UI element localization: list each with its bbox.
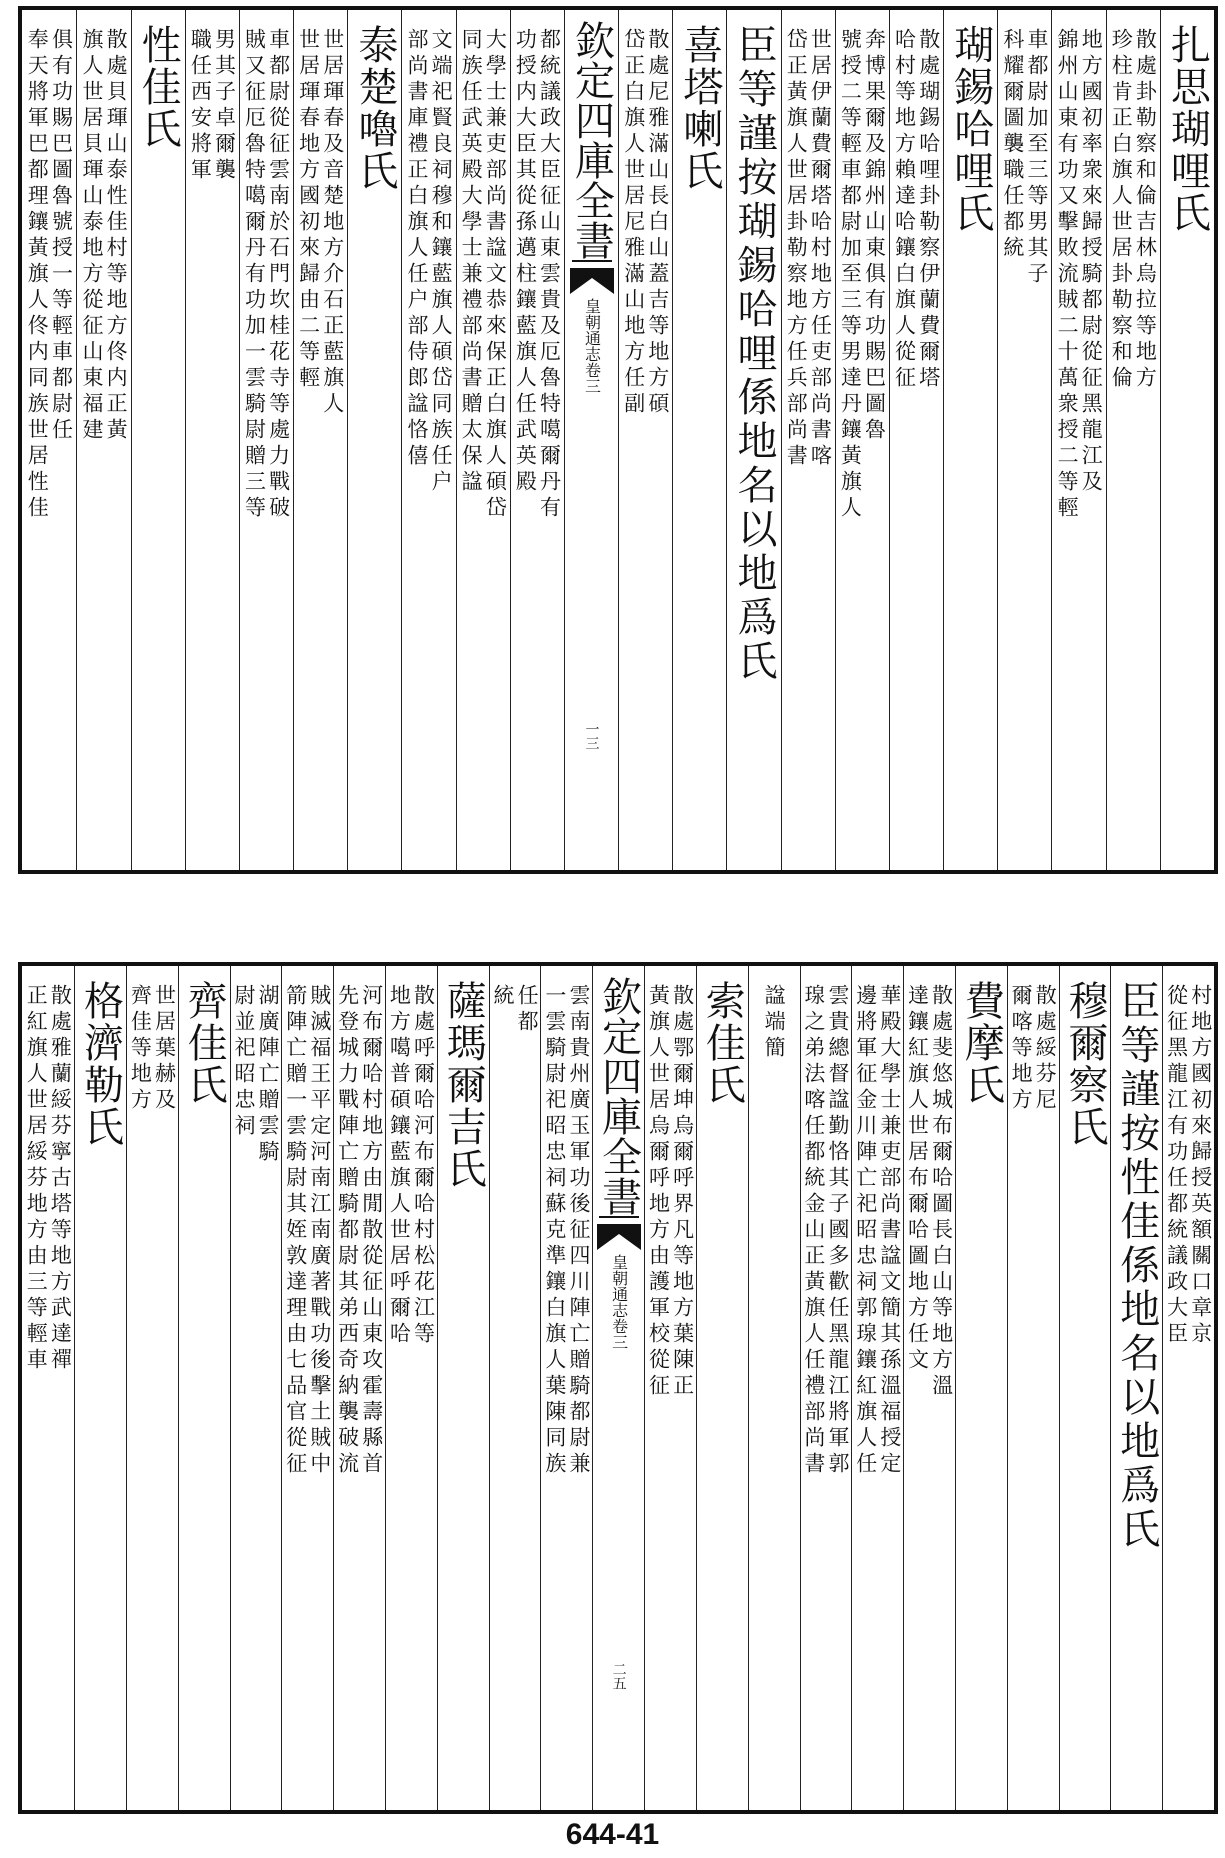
bottom-column (903, 966, 955, 1810)
bottom-columns (22, 966, 1214, 1810)
clan-heading: 齊佳氏 (181, 980, 228, 1106)
annotation-line: 散處呼爾哈河布爾哈村松花江等 (411, 984, 436, 1348)
annotation-line: 黃旗人世居烏爾呼地方由護軍校從征 (646, 984, 671, 1400)
bottom-column (1162, 966, 1214, 1810)
clan-heading: 穆爾察氏 (1061, 980, 1108, 1148)
top-column (401, 10, 455, 870)
annotation-pair (242, 10, 290, 870)
clan-heading: 格濟勒氏 (77, 980, 124, 1148)
top-column (889, 10, 943, 870)
annotation-pair (128, 966, 176, 1810)
annotation-line: 車都尉從征雲南於石門坎桂花寺等處力戰破 (266, 28, 291, 522)
bottom-page-frame (18, 962, 1218, 1814)
bottom-column (800, 966, 852, 1810)
annotation-line: 散處鄂爾坤烏爾呼界凡等地方葉陳正 (670, 984, 695, 1400)
annotation-line: 職任西安將軍 (188, 28, 213, 184)
bottom-column (748, 966, 800, 1810)
annotation-pair (892, 10, 940, 870)
clan-heading: 薩瑪爾吉氏 (440, 980, 487, 1190)
top-column (22, 10, 76, 870)
bottom-column (489, 966, 541, 1810)
annotation-line: 雲南貴州廣玉軍功後征四川陣亡贈騎都尉兼 (566, 984, 591, 1478)
annotation-line: 散處綏芬尼 (1033, 984, 1058, 1114)
annotation-line: 湖廣陣亡贈雲騎 (256, 984, 281, 1166)
top-page-frame (18, 6, 1218, 874)
annotation-line: 賊滅福王平定河南江南廣著戰功後擊土賊中 (307, 984, 332, 1478)
annotation-pair (387, 966, 435, 1810)
bottom-column (281, 966, 333, 1810)
bottom-column (1059, 966, 1111, 1810)
top-column (131, 10, 185, 870)
annotation-line: 世居琿春地方國初來歸由二等輕 (296, 28, 321, 392)
bottom-column (644, 966, 696, 1810)
annotation-line: 部尚書庫禮正白旗人任户部侍郎諡恪僖 (405, 28, 429, 470)
bottom-column (385, 966, 437, 1810)
annotation-line: 一雲騎尉祀昭忠祠蘇克準鑲白旗人葉陳同族 (542, 984, 567, 1478)
book-title: 欽定四庫全書 (572, 10, 612, 262)
annotation-line: 男其子卓爾襲 (212, 28, 237, 184)
annotation-pair (24, 966, 72, 1810)
top-column (564, 10, 618, 870)
clan-heading: 泰楚嚕氏 (351, 24, 398, 192)
bottom-column (74, 966, 126, 1810)
annotation-line: 世居葉赫及 (152, 984, 177, 1114)
book-subtitle: 皇朝通志 (582, 298, 602, 362)
top-column (672, 10, 726, 870)
annotation-pair (543, 966, 591, 1810)
juan-label: 卷三 (582, 362, 602, 394)
bottom-column (1110, 966, 1162, 1810)
annotation-line: 瑔之弟法喀任都統金山正黃旗人任禮部尚書 (801, 984, 826, 1478)
annotation-line: 奔博果爾及錦州山東俱有功賜巴圖魯 (862, 28, 887, 444)
annotation-line: 大學士兼吏部尚書諡文恭來保正白旗人碩岱 (483, 28, 508, 522)
bottom-column (437, 966, 489, 1810)
annotation-pair (762, 966, 786, 1810)
annotation-line: 正紅旗人世居綏芬地方由三等輕車 (24, 984, 49, 1374)
top-column (510, 10, 564, 870)
annotation-line: 爾喀等地方 (1009, 984, 1034, 1114)
top-column (1106, 10, 1160, 870)
top-columns (22, 10, 1214, 870)
annotation-line: 俱有功賜巴圖魯號授一等輕車都尉任 (49, 28, 74, 444)
annotation-line: 同族任武英殿大學士兼禮部尚書贈太保諡 (459, 28, 484, 496)
annotation-line: 雲貴總督諡勤恪其子國多歡任黑龍江將軍郭 (826, 984, 851, 1478)
juan-label: 卷三 (609, 1318, 629, 1350)
top-column (456, 10, 510, 870)
annotation-line: 村地方國初來歸授英額關口章京 (1188, 984, 1213, 1348)
annotation-pair (1009, 966, 1057, 1810)
top-column (1160, 10, 1214, 870)
annotation-line: 珍柱肯正白旗人世居卦勒察和倫 (1109, 28, 1134, 392)
bottom-column (592, 966, 644, 1810)
annotation-line: 岱正白旗人世居尼雅滿山地方任副 (621, 28, 646, 418)
top-column (239, 10, 293, 870)
annotation-line: 文端祀賢良祠穆和鑲藍旗人碩岱同族任户 (429, 28, 454, 496)
bottom-column (540, 966, 592, 1810)
annotation-pair (459, 10, 507, 870)
annotation-line: 華殿大學士兼吏部尚書諡文簡其孫溫福授定 (877, 984, 902, 1478)
bottom-column (126, 966, 178, 1810)
annotation-line: 功授内大臣其從孫邁柱鑲藍旗人任武英殿 (513, 28, 538, 496)
annotation-pair (1055, 10, 1103, 870)
annotation-line: 都統議政大臣征山東雲貴及厄魯特噶爾丹有 (537, 28, 562, 522)
annotation-pair (188, 10, 236, 870)
bottom-column (230, 966, 282, 1810)
annotation-pair (646, 966, 694, 1810)
bottom-column (178, 966, 230, 1810)
bottom-column (22, 966, 74, 1810)
bottom-column (851, 966, 903, 1810)
top-column (835, 10, 889, 870)
commentary-line: 臣等謹按性佳係地名以地爲氏 (1113, 980, 1160, 1552)
top-column (185, 10, 239, 870)
bottom-column (333, 966, 385, 1810)
annotation-line: 散處尼雅滿山長白山蓋吉等地方碩 (645, 28, 670, 418)
clan-heading: 性佳氏 (135, 24, 182, 150)
top-column (618, 10, 672, 870)
book-title: 欽定四庫全書 (599, 966, 639, 1218)
annotation-pair (25, 10, 73, 870)
annotation-line: 散處瑚錫哈哩卦勒察伊蘭費爾塔 (916, 28, 941, 392)
annotation-line: 統 (491, 984, 516, 1010)
folio-number: 一三 (583, 722, 600, 750)
annotation-pair (802, 966, 850, 1810)
annotation-pair (491, 966, 539, 1810)
clan-heading: 索佳氏 (699, 980, 746, 1106)
annotation-pair (784, 10, 832, 870)
annotation-line: 箭陣亡贈一雲騎尉其姪敦達理由七品官從征 (283, 984, 308, 1478)
annotation-pair (905, 966, 953, 1810)
annotation-pair (335, 966, 383, 1810)
bottom-column (955, 966, 1007, 1810)
annotation-line: 世居伊蘭費爾塔哈村地方任吏部尚書喀 (808, 28, 833, 470)
fishtail-mark-icon (597, 1224, 641, 1250)
annotation-line: 先登城力戰陣亡贈騎都尉其弟西奇納襲破流 (335, 984, 360, 1478)
annotation-line: 齊佳等地方 (128, 984, 153, 1114)
annotation-line: 散處貝琿山泰性佳村等地方佟内正黃 (104, 28, 129, 444)
annotation-line: 號授二等輕車都尉加至三等男達丹鑲黃旗人 (838, 28, 863, 522)
top-column (781, 10, 835, 870)
annotation-line: 邊將軍征金川陣亡祀昭忠祠郭瑔鑲紅旗人任 (853, 984, 878, 1478)
annotation-line: 從征黑龍江有功任都統議政大臣 (1164, 984, 1189, 1348)
annotation-line: 散處斐悠城布爾哈圖長白山等地方溫 (929, 984, 954, 1400)
top-column (1051, 10, 1105, 870)
top-column (943, 10, 997, 870)
annotation-line: 賊又征厄魯特噶爾丹有功加一雲騎尉贈三等 (242, 28, 267, 522)
annotation-pair (622, 10, 670, 870)
commentary-line: 臣等謹按瑚錫哈哩係地名以地爲氏 (731, 24, 778, 684)
annotation-pair (80, 10, 128, 870)
bottom-column (696, 966, 748, 1810)
folio-number: 二五 (610, 1662, 627, 1690)
annotation-pair (1109, 10, 1157, 870)
annotation-pair (405, 10, 453, 870)
annotation-line: 任都 (515, 984, 540, 1036)
annotation-line: 地方國初率衆來歸授騎都尉從征黑龍江及 (1079, 28, 1104, 496)
annotation-line: 奉天將軍巴都理鑲黃旗人佟内同族世居性佳 (25, 28, 50, 522)
page-number: 644-41 (565, 1818, 660, 1851)
annotation-line: 尉並祀昭忠祠 (231, 984, 256, 1140)
annotation-line: 河布爾哈村地方由閒散從征山東攻霍壽縣首 (359, 984, 384, 1478)
book-subtitle: 皇朝通志 (609, 1254, 629, 1318)
clan-heading: 費摩氏 (958, 980, 1005, 1106)
annotation-line: 散處卦勒察和倫吉林烏拉等地方 (1133, 28, 1158, 392)
annotation-line: 旗人世居貝琿山泰地方從征山東福建 (79, 28, 104, 444)
annotation-pair (854, 966, 902, 1810)
annotation-line: 岱正黃旗人世居卦勒察地方任兵部尚書 (784, 28, 809, 470)
annotation-pair (284, 966, 332, 1810)
clan-heading: 瑚錫哈哩氏 (947, 24, 994, 234)
annotation-line: 地方噶普碩鑲藍旗人世居呼爾哈 (387, 984, 412, 1348)
annotation-line: 錦州山東有功又擊敗流賊二十萬衆授二等輕 (1055, 28, 1080, 522)
annotation-pair (513, 10, 561, 870)
annotation-pair (232, 966, 280, 1810)
annotation-line: 車都尉加至三等男其子 (1025, 28, 1050, 288)
clan-heading: 喜塔喇氏 (676, 24, 723, 192)
annotation-pair (838, 10, 886, 870)
annotation-pair (1001, 10, 1049, 870)
annotation-line: 科耀爾圖襲職任都統 (1000, 28, 1025, 262)
annotation-line: 諡端簡 (762, 984, 787, 1062)
top-column (347, 10, 401, 870)
annotation-line: 散處雅蘭綏芬寧古塔等地方武達禪 (48, 984, 73, 1374)
top-column (76, 10, 130, 870)
annotation-line: 達鑲紅旗人世居布爾哈圖地方任文 (905, 984, 930, 1374)
bottom-column (1007, 966, 1059, 1810)
annotation-line: 世居琿春及音楚地方介石正藍旗人 (320, 28, 345, 418)
top-column (997, 10, 1051, 870)
annotation-line: 哈村等地方賴達哈鑲白旗人從征 (892, 28, 917, 392)
fishtail-mark-icon (570, 268, 614, 294)
clan-heading: 扎思瑚哩氏 (1164, 24, 1211, 234)
top-column (726, 10, 780, 870)
top-column (293, 10, 347, 870)
annotation-pair (1164, 966, 1212, 1810)
annotation-pair (297, 10, 345, 870)
